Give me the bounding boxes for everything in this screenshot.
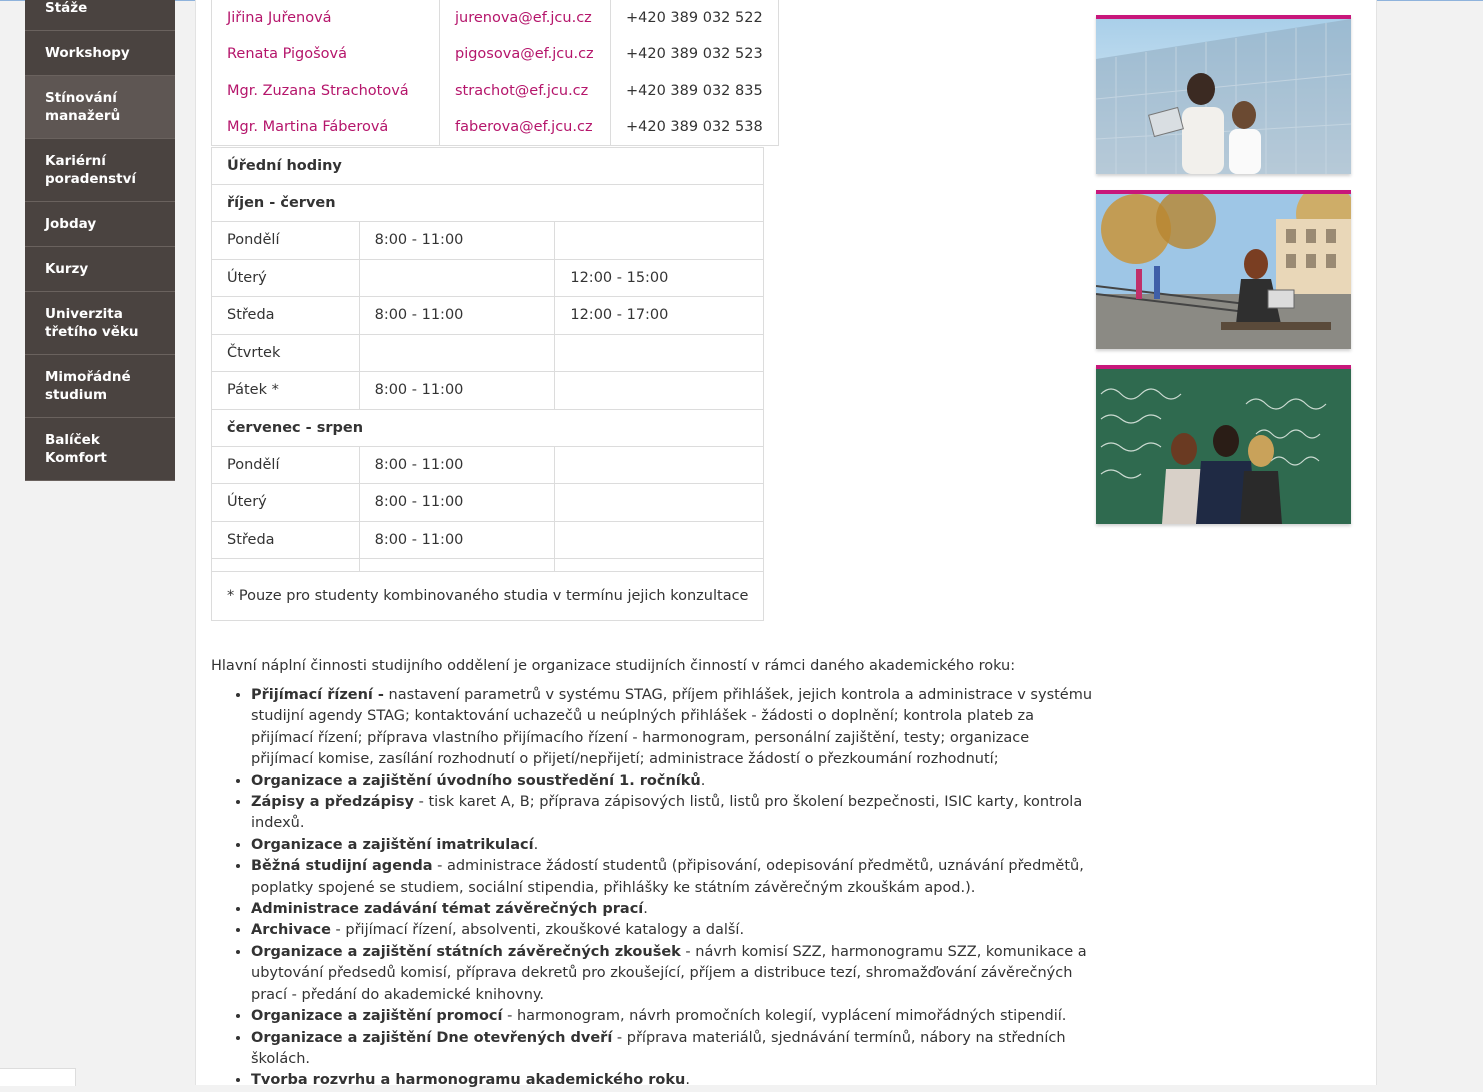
contact-email[interactable] (440, 36, 611, 72)
morning-cell (359, 334, 555, 372)
list-item (251, 1028, 1096, 1071)
list-item (251, 771, 1096, 792)
sidebar-item-univerzita-tretiho-veku[interactable]: Univerzita třetího věku (25, 292, 175, 355)
afternoon-cell (555, 372, 764, 410)
sidebar-item-balicek-komfort[interactable]: Balíček Komfort (25, 418, 175, 481)
task-text: . (700, 772, 706, 789)
task-title: Zápisy a předzápisy (251, 794, 415, 811)
office-hours-table (211, 147, 764, 621)
contacts-table (211, 0, 779, 146)
list-item (251, 899, 1096, 920)
list-item (251, 835, 1096, 856)
office-hours-title: Úřední hodiny (212, 148, 764, 185)
morning-cell: 8:00 - 11:00 (359, 484, 555, 522)
main-content (195, 0, 1377, 1089)
task-title: Organizace a zajištění Dne otevřených dveří (251, 1029, 613, 1046)
footnote: * Pouze pro studenty kombinovaného studia v termínu jejich konzultace (212, 572, 764, 621)
task-text: - administrace žádostí studentů (připisování, odepisování předmětů, uznávání předmětů, poplatky spojené se studiem, sociální stipendia, přihlášky ke státním závěrečným zkouškám apod.). (251, 858, 1084, 896)
contact-email[interactable] (440, 73, 611, 109)
morning-cell: 8:00 - 11:00 (359, 222, 555, 260)
contact-name-link[interactable]: Mgr. Zuzana Strachotová (227, 82, 409, 99)
status-corner (0, 1068, 76, 1086)
task-text: . (533, 836, 539, 853)
contact-name-link[interactable]: Mgr. Martina Fáberová (227, 119, 389, 136)
day-cell: Středa (212, 521, 360, 559)
sidebar-item-kurzy[interactable]: Kurzy (25, 247, 175, 292)
task-title: Archivace (251, 922, 331, 939)
empty-cell (555, 559, 764, 572)
list-item (251, 920, 1096, 941)
contact-email-link[interactable]: faberova@ef.jcu.cz (455, 119, 593, 136)
list-item (251, 1006, 1096, 1027)
contact-name[interactable] (212, 36, 440, 72)
contact-phone: +420 389 032 835 (611, 73, 779, 109)
table-row (212, 0, 779, 36)
table-row (212, 372, 764, 410)
list-item (251, 942, 1096, 1006)
contact-email[interactable] (440, 0, 611, 36)
task-text: nastavení parametrů v systému STAG, příjem přihlášek, jejich kontrola a administrace v systému studijní agendy STAG; kontaktování uchazečů u neúplných přihlášek - žádosti o doplnění; kontrola plateb za přijímací řízení; příprava vlastního přijímacího řízení - harmonogram, personální zajištění, testy; organizace přijímací komise, zasílání rozhodnutí o přijetí/nepřijetí; administrace žádostí o přezkoumání rozhodnutí; (251, 687, 1093, 768)
task-title: Administrace zadávání témat závěrečných prací (251, 901, 644, 918)
tasks-list (211, 685, 1096, 1092)
sidebar-item-karierni-poradenstvi[interactable]: Kariérní poradenství (25, 139, 175, 202)
afternoon-cell (555, 334, 764, 372)
task-title: Přijímací řízení - (251, 687, 384, 703)
afternoon-cell (555, 446, 764, 484)
list-item (251, 685, 1096, 771)
table-row (212, 259, 764, 297)
contact-email-link[interactable]: jurenova@ef.jcu.cz (455, 10, 592, 27)
contact-email-link[interactable]: pigosova@ef.jcu.cz (455, 46, 594, 63)
office-hours-title-row (212, 148, 764, 185)
list-item (251, 792, 1096, 835)
student-park-bench-image[interactable] (1096, 190, 1351, 349)
table-row (212, 297, 764, 335)
afternoon-cell (555, 222, 764, 260)
sidebar-nav (25, 0, 175, 481)
contact-phone: +420 389 032 538 (611, 109, 779, 146)
table-row (212, 521, 764, 559)
footnote-row (212, 572, 764, 621)
contact-name-link[interactable]: Jiřina Juřenová (227, 10, 332, 27)
students-chalkboard-icon (1096, 369, 1351, 524)
task-text: - tisk karet A, B; příprava zápisových listů, listů pro školení bezpečnosti, ISIC karty, kontrola indexů. (251, 794, 1083, 832)
students-tablet-glass-building-icon (1096, 19, 1351, 174)
contact-name-link[interactable]: Renata Pigošová (227, 46, 348, 63)
task-text: . (643, 901, 648, 918)
student-park-bench-icon (1096, 194, 1351, 349)
empty-cell (212, 559, 360, 572)
period-row (212, 185, 764, 222)
contact-name[interactable] (212, 73, 440, 109)
morning-cell: 8:00 - 11:00 (359, 297, 555, 335)
afternoon-cell (555, 521, 764, 559)
table-row (212, 73, 779, 109)
task-text: - harmonogram, návrh promočních kolegií, vyplácení mimořádných stipendií. (502, 1008, 1067, 1025)
intro-paragraph: Hlavní náplní činnosti studijního oddělení je organizace studijních činností v rámci daného akademického roku: (211, 658, 1016, 674)
contact-name[interactable] (212, 109, 440, 146)
day-cell: Pondělí (212, 446, 360, 484)
contact-email-link[interactable]: strachot@ef.jcu.cz (455, 82, 589, 99)
period-row (212, 409, 764, 446)
contact-name[interactable] (212, 0, 440, 36)
task-title: Organizace a zajištění státních závěrečných zkoušek (251, 943, 681, 960)
sidebar-item-mimoradne-studium[interactable]: Mimořádné studium (25, 355, 175, 418)
morning-cell: 8:00 - 11:00 (359, 446, 555, 484)
task-text: - návrh komisí SZZ, harmonogramu SZZ, komunikace a ubytování předsedů komisí, příprava dekretů pro zkoušející, příjem a distribuce tezí, shromažďování závěrečných prací - předání do akademické knihovny. (251, 943, 1087, 1003)
morning-cell: 8:00 - 11:00 (359, 521, 555, 559)
sidebar-item-workshopy[interactable]: Workshopy (25, 31, 175, 76)
table-row (212, 484, 764, 522)
contact-email[interactable] (440, 109, 611, 146)
sidebar-item-jobday[interactable]: Jobday (25, 202, 175, 247)
day-cell: Úterý (212, 484, 360, 522)
afternoon-cell: 12:00 - 17:00 (555, 297, 764, 335)
empty-cell (359, 559, 555, 572)
task-title: Tvorba rozvrhu a harmonogramu akademického roku (251, 1072, 686, 1089)
task-text: - příprava materiálů, sjednávání termínů, nábory na středních školách. (251, 1029, 1066, 1067)
task-text: . (685, 1072, 690, 1089)
afternoon-cell: 12:00 - 15:00 (555, 259, 764, 297)
students-tablet-glass-building-image[interactable] (1096, 15, 1351, 174)
students-chalkboard-image[interactable] (1096, 365, 1351, 524)
list-item (251, 1070, 1096, 1091)
task-text: - přijímací řízení, absolventi, zkouškové katalogy a další. (330, 922, 745, 939)
contact-phone: +420 389 032 523 (611, 36, 779, 72)
task-title: Organizace a zajištění imatrikulací (251, 836, 534, 853)
task-title: Organizace a zajištění úvodního soustředění 1. ročníků (251, 772, 701, 789)
day-cell: Čtvrtek (212, 334, 360, 372)
table-row (212, 36, 779, 72)
morning-cell (359, 259, 555, 297)
contact-phone: +420 389 032 522 (611, 0, 779, 36)
task-title: Běžná studijní agenda (251, 858, 433, 875)
table-row (212, 109, 779, 146)
afternoon-cell (555, 484, 764, 522)
table-row (212, 334, 764, 372)
day-cell: Úterý (212, 259, 360, 297)
task-title: Organizace a zajištění promocí (251, 1008, 503, 1025)
sidebar-item-stinovani-manazeru[interactable]: Stínování manažerů (25, 76, 175, 139)
day-cell: Pondělí (212, 222, 360, 260)
table-row (212, 222, 764, 260)
list-item (251, 856, 1096, 899)
period-label: říjen - červen (212, 185, 764, 222)
period-label: červenec - srpen (212, 409, 764, 446)
table-row-empty (212, 559, 764, 572)
day-cell: Pátek * (212, 372, 360, 410)
day-cell: Středa (212, 297, 360, 335)
table-row (212, 446, 764, 484)
sidebar-item-staze[interactable]: Stáže (25, 0, 175, 31)
morning-cell: 8:00 - 11:00 (359, 372, 555, 410)
